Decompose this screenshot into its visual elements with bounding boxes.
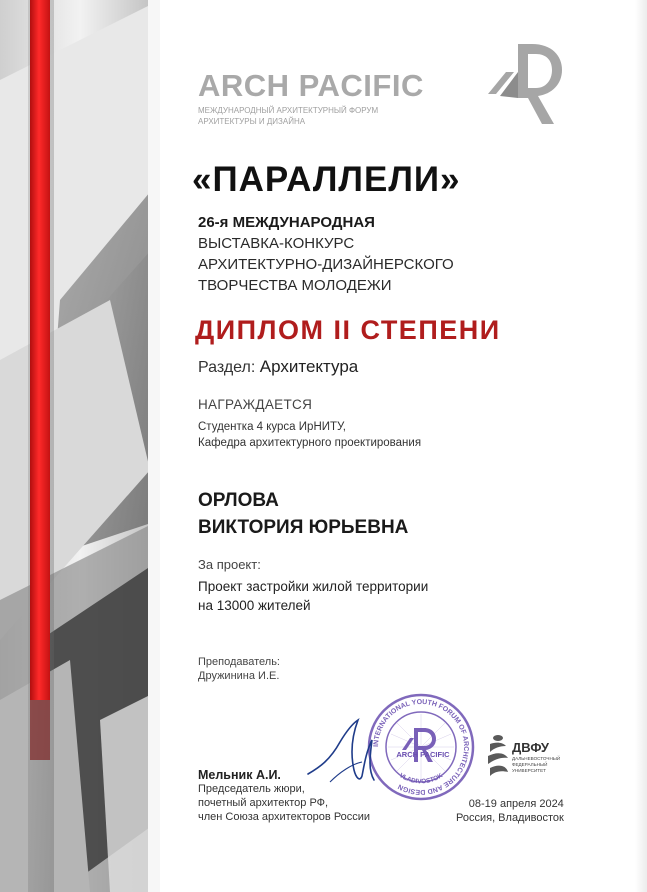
seal-bottom-text: VLADIVOSTOK <box>397 772 445 786</box>
dvfu-logo-icon <box>486 730 566 780</box>
project-line2: на 13000 жителей <box>198 598 311 613</box>
event-title: «ПАРАЛЛЕЛИ» <box>192 160 461 199</box>
chair-line2: почетный архитектор РФ, <box>198 797 329 809</box>
dvfu-line1: ДАЛЬНЕВОСТОЧНЫЙ <box>512 756 561 761</box>
event-date-place <box>456 797 564 825</box>
chair-line1: Председатель жюри, <box>198 783 305 795</box>
project-title <box>198 577 428 615</box>
diploma-degree: ДИПЛОМ II СТЕПЕНИ <box>195 315 501 345</box>
brand-logo-text: ARCH PACIFIC <box>198 68 424 103</box>
recipient-given-names: ВИКТОРИЯ ЮРЬЕВНА <box>198 517 409 538</box>
awarded-label: НАГРАЖДАЕТСЯ <box>198 397 313 412</box>
project-line1: Проект застройки жилой территории <box>198 579 429 594</box>
section-label: Раздел: <box>198 359 256 376</box>
student-line2: Кафедра архитектурного проектирования <box>198 436 422 449</box>
teacher-name: Дружинина И.Е. <box>198 670 280 682</box>
dvfu-abbr: ДВФУ <box>512 740 550 755</box>
brand-logo-subtitle <box>198 106 378 127</box>
section-field <box>198 357 358 377</box>
brand-subtitle-line1: МЕЖДУНАРОДНЫЙ АРХИТЕКТУРНЫЙ ФОРУМ <box>198 106 379 115</box>
subtitle-line1: 26-я МЕЖДУНАРОДНАЯ <box>198 214 375 231</box>
seal-ring-text: INTERNATIONAL YOUTH FORUM OF ARCHITECTURE AND DESIGN <box>372 698 470 796</box>
subtitle-line2: ВЫСТАВКА-КОНКУРС <box>198 235 355 252</box>
chair-line3: член Союза архитекторов России <box>198 811 371 823</box>
section-value: Архитектура <box>259 357 359 376</box>
page-edge-shadow <box>635 0 647 892</box>
arch-pacific-logo-icon <box>488 42 564 128</box>
teacher-info <box>198 655 280 683</box>
decorative-band <box>0 0 160 892</box>
recipient-name <box>198 487 408 541</box>
brand-subtitle-line2: АРХИТЕКТУРЫ И ДИЗАЙНА <box>198 116 306 126</box>
chair-info <box>198 768 370 824</box>
teacher-label: Преподаватель: <box>198 656 280 668</box>
event-place: Россия, Владивосток <box>456 812 564 824</box>
project-label: За проект: <box>198 557 261 572</box>
subtitle-line4: ТВОРЧЕСТВА МОЛОДЕЖИ <box>198 277 392 294</box>
subtitle-line3: АРХИТЕКТУРНО-ДИЗАЙНЕРСКОГО <box>198 256 454 273</box>
seal-center-name: ARCH PACIFIC <box>396 750 450 759</box>
event-subtitle <box>198 212 454 296</box>
student-line1: Студентка 4 курса ИрНИТУ, <box>198 421 347 433</box>
dvfu-line3: УНИВЕРСИТЕТ <box>512 768 546 773</box>
event-dates: 08-19 апреля 2024 <box>468 798 564 810</box>
student-info <box>198 420 421 451</box>
chair-name: Мельник А.И. <box>198 768 281 782</box>
recipient-surname: ОРЛОВА <box>198 490 279 511</box>
dvfu-line2: ФЕДЕРАЛЬНЫЙ <box>512 762 548 767</box>
